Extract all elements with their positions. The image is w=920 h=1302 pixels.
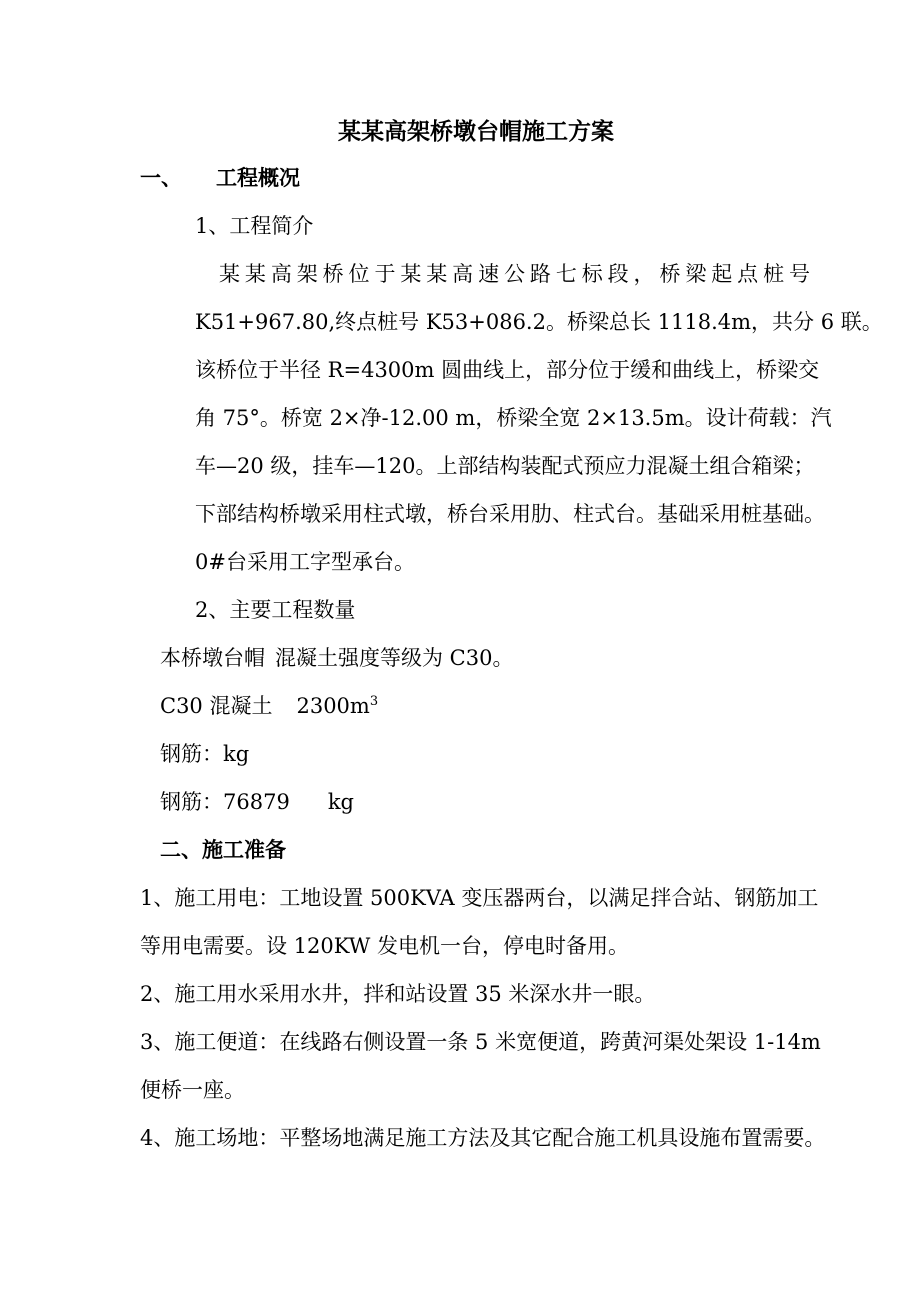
intro-line-7: 0#台采用工字型承台。 bbox=[195, 550, 415, 574]
rebar-unit: kg bbox=[327, 790, 354, 814]
subheading-project-intro: 1、工程简介 bbox=[195, 214, 314, 238]
prep-line-2: 等用电需要。设 120KW 发电机一台，停电时备用。 bbox=[140, 934, 629, 958]
rebar-amount: 钢筋：76879 bbox=[160, 790, 290, 814]
concrete-unit-superscript: 3 bbox=[369, 694, 379, 709]
quantity-rebar-line-2 bbox=[160, 787, 354, 817]
concrete-value: 2300m bbox=[296, 694, 370, 718]
quantity-line-1-grade: 混凝土强度等级为 C30。 bbox=[275, 646, 514, 670]
quantity-rebar-line-1: 钢筋：kg bbox=[160, 742, 250, 766]
quantity-line-1 bbox=[160, 643, 513, 673]
intro-line-6: 下部结构桥墩采用柱式墩，桥台采用肋、柱式台。基础采用桩基础。 bbox=[195, 502, 825, 526]
prep-line-5: 便桥一座。 bbox=[140, 1078, 245, 1102]
quantity-line-1-subject: 本桥墩台帽 bbox=[160, 646, 265, 670]
subheading-main-quantities: 2、主要工程数量 bbox=[195, 598, 356, 622]
document-title: 某某高架桥墩台帽施工方案 bbox=[338, 118, 614, 145]
intro-line-2: K51+967.80,终点桩号 K53+086.2。桥梁总长 1118.4m，共分 6 联。 bbox=[195, 310, 883, 334]
prep-line-3: 2、施工用水采用水井，拌和站设置 35 米深水井一眼。 bbox=[140, 982, 656, 1006]
section-1-heading bbox=[140, 163, 300, 193]
prep-line-4: 3、施工便道：在线路右侧设置一条 5 米宽便道，跨黄河渠处架设 1-14m bbox=[140, 1030, 821, 1054]
quantity-concrete-line bbox=[160, 691, 378, 721]
section-1-title: 工程概况 bbox=[216, 165, 300, 190]
concrete-label: C30 混凝土 bbox=[160, 694, 273, 718]
intro-line-4: 角 75°。桥宽 2×净-12.00 m，桥梁全宽 2×13.5m。设计荷载：汽 bbox=[195, 406, 832, 430]
intro-line-1: 某某高架桥位于某某高速公路七标段，桥梁起点桩号 bbox=[219, 262, 810, 286]
section-1-number: 一、 bbox=[140, 165, 182, 190]
intro-line-5: 车—20 级，挂车—120。上部结构装配式预应力混凝土组合箱梁； bbox=[195, 454, 815, 478]
intro-line-3: 该桥位于半径 R=4300m 圆曲线上，部分位于缓和曲线上，桥梁交 bbox=[195, 358, 820, 382]
prep-line-1: 1、施工用电：工地设置 500KVA 变压器两台，以满足拌合站、钢筋加工 bbox=[140, 886, 819, 910]
prep-line-6: 4、施工场地：平整场地满足施工方法及其它配合施工机具设施布置需要。 bbox=[140, 1126, 826, 1150]
section-2-heading: 二、施工准备 bbox=[160, 837, 286, 862]
